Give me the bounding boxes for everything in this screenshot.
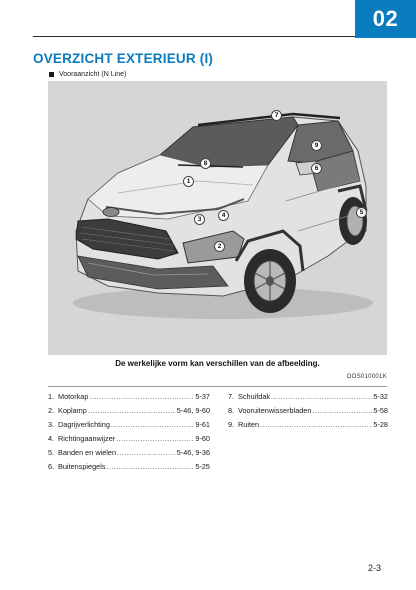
callout-1: 1	[183, 176, 194, 187]
list-item: 8. Vooruitenwisserbladen ..... 5-58	[228, 406, 388, 420]
callout-2: 2	[214, 241, 225, 252]
list-item: 7. Schuifdak ..... 5-32	[228, 392, 388, 406]
page-number: 2-3	[368, 563, 382, 573]
list-item: 1. Motorkap ..... 5-37	[48, 392, 210, 406]
header-rule	[33, 36, 355, 37]
list-item: 5. Banden en wielen ..... 5-46, 9-36	[48, 448, 210, 462]
figure-code: OOS010001K	[346, 374, 387, 380]
callout-5: 5	[356, 207, 367, 218]
callout-6: 6	[311, 163, 322, 174]
car-illustration	[48, 81, 387, 355]
list-item: 2. Koplamp ..... 5-46, 9-60	[48, 406, 210, 420]
chapter-tab	[355, 0, 416, 38]
square-bullet-icon	[49, 72, 54, 77]
subheading	[49, 71, 126, 78]
callout-7: 7	[271, 110, 282, 121]
list-item: 9. Ruiten ..... 5-28	[228, 420, 388, 434]
callout-3: 3	[194, 214, 205, 225]
section-title: OVERZICHT EXTERIEUR (I)	[33, 51, 214, 66]
callout-8: 8	[200, 158, 211, 169]
chapter-number: 02	[372, 6, 399, 31]
car-drawing	[48, 81, 387, 355]
figure-caption-visible: De werkelijke vorm kan verschillen van de afbeelding.	[115, 359, 320, 368]
list-item: 6. Buitenspiegels ..... 5-25	[48, 462, 210, 476]
parts-list-right	[228, 392, 388, 434]
callout-4: 4	[218, 210, 229, 221]
list-item: 3. Dagrijverlichting ..... 9-61	[48, 420, 210, 434]
subheading-text: Vooraanzicht (N Line)	[59, 71, 127, 78]
list-divider	[48, 386, 387, 387]
parts-list-left	[48, 392, 210, 476]
callout-9: 9	[311, 140, 322, 151]
list-item: 4. Richtingaanwijzer ..... 9-60	[48, 434, 210, 448]
